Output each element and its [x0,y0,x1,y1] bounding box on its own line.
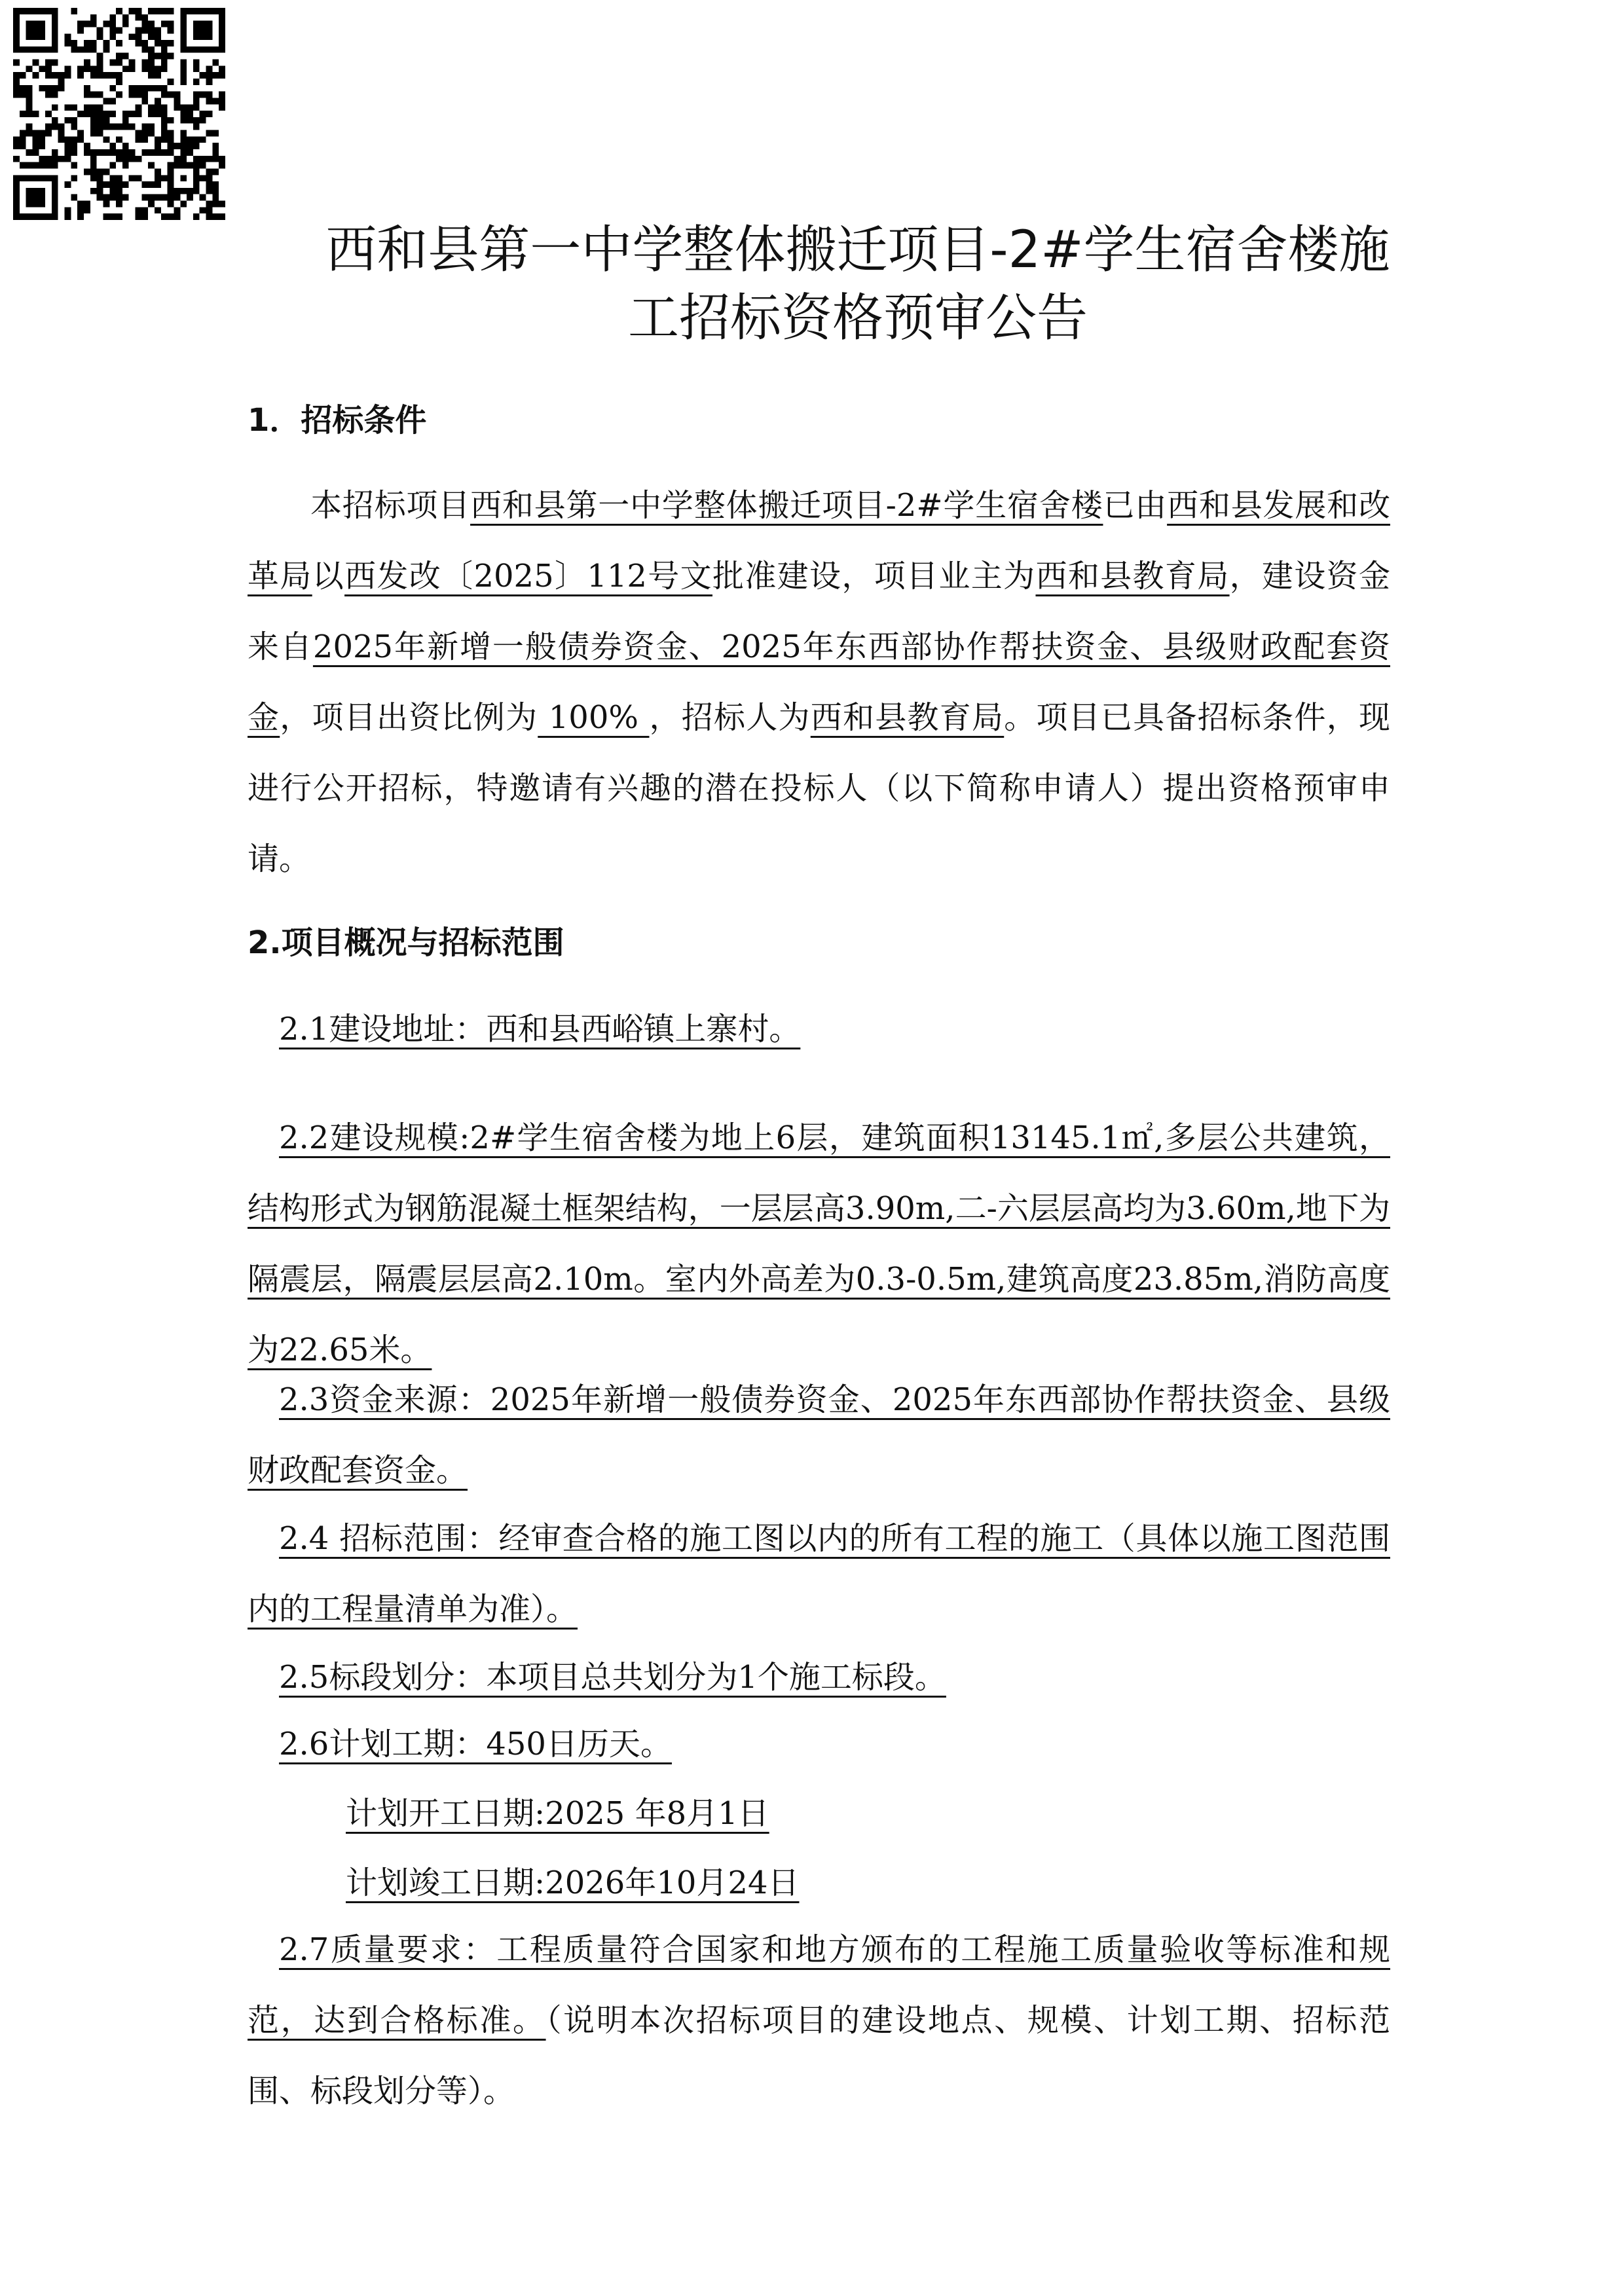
quality-requirement: 2.7质量要求：工程质量符合国家和地方颁布的工程施工质量验收等标准和规范，达到合格标准。 [248,1931,1390,2039]
fund-source: 2025年新增一般债券资金、2025年东西部协作帮扶资金、县级财政配套资金 [248,629,1390,736]
title-line-2: 工招标资格预审公告 [627,289,1088,348]
tenderer: 西和县教育局 [810,699,1005,736]
fund-prefix-text: ，建设资金来自 [248,558,1390,665]
item-2-4: 2.4 招标范围：经审查合格的施工图以内的所有工程的施工（具体以施工图范围内的工程量清单为准）。 [248,1520,1390,1628]
approved-by-text: 已由 [1103,487,1168,524]
page-title [249,216,1467,352]
section-1-tail: 。项目已具备招标条件，现进行公开招标，特邀请有兴趣的潜在投标人（以下简称申请人）提出资格预审申请。 [248,699,1390,877]
tenderer-prefix-text: ，招标人为 [649,699,811,736]
planned-end-date: 计划竣工日期:2026年10月24日 [346,1865,800,1901]
title-line-1: 西和县第一中学整体搬迁项目-2#学生宿舍楼施 [325,221,1390,280]
item-2-2: 2.2建设规模:2#学生宿舍楼为地上6层，建筑面积13145.1㎡,多层公共建筑，结构形式为钢筋混凝土框架结构，一层层高3.90m,二-六层层高均为3.60m,地下为隔震层，隔震层层高2.10m。室内外高差为0.3-0.5m,建筑高度23.85m,消防高度为22.65米。 [248,1120,1390,1368]
with-text: 以 [312,558,345,594]
approval-document: 西发改〔2025〕112号文 [344,558,712,594]
item-2-6: 2.6计划工期：450日历天。 [279,1726,672,1762]
item-2-5: 2.5标段划分：本项目总共划分为1个施工标段。 [279,1659,946,1696]
project-owner: 西和县教育局 [1035,558,1230,594]
planned-start-date: 计划开工日期:2025 年8月1日 [346,1795,769,1832]
item-2-7 [248,1914,1390,2126]
item-2-1: 2.1建设地址：西和县西峪镇上寨村。 [279,1011,801,1048]
project-name: 西和县第一中学整体搬迁项目-2#学生宿舍楼 [470,487,1103,524]
section-1-paragraph [248,470,1390,894]
funding-ratio: 100% [538,699,650,736]
item-2-3: 2.3资金来源：2025年新增一般债券资金、2025年东西部协作帮扶资金、县级财政配套资金。 [248,1381,1390,1489]
approver: 西和县发展和改革局 [248,487,1390,594]
intro-text: 本招标项目 [310,487,471,524]
section-2-heading: 2.项目概况与招标范围 [248,924,564,961]
owner-prefix-text: 批准建设，项目业主为 [712,558,1036,594]
qr-code-icon [13,8,225,220]
ratio-prefix-text: ，项目出资比例为 [280,699,538,736]
section-1-heading: 1．招标条件 [248,402,427,439]
quality-note: （说明本次招标项目的建设地点、规模、计划工期、招标范围、标段划分等）。 [248,2002,1390,2109]
